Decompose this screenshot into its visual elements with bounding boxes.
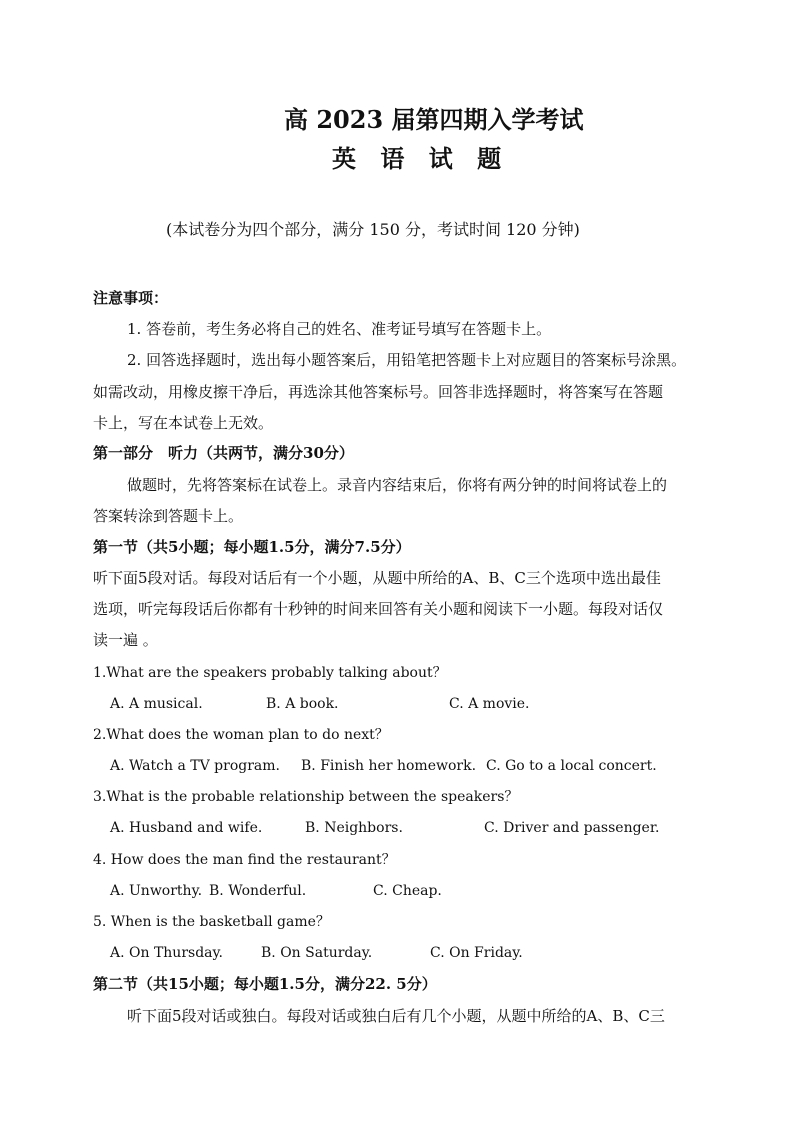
section1-intro-line-3: 读一遍 。 <box>93 631 158 649</box>
exam-subtitle: 英 语 试 题 <box>332 144 510 173</box>
question-5: 5. When is the basketball game？ <box>93 914 330 930</box>
question-1: 1.What are the speakers probably talking about？ <box>93 665 447 681</box>
part1-intro-line-1: 做题时，先将答案标在试卷上。录音内容结束后，你将有两分钟的时间将试卷上的 <box>127 476 668 494</box>
question-5-option-a: A. On Thursday. <box>110 945 224 961</box>
question-4-option-c: C. Cheap. <box>373 883 442 899</box>
question-5-option-c: C. On Friday. <box>430 945 523 961</box>
question-3: 3.What is the probable relationship between the speakers？ <box>93 789 519 805</box>
question-3-option-a: A. Husband and wife. <box>110 820 263 836</box>
notice-item-2-line-1: 2. 回答选择题时，选出每小题答案后，用铅笔把答题卡上对应题目的答案标号涂黑。 <box>127 351 687 369</box>
part1-heading: 第一部分 听力（共两节，满分30分） <box>93 444 354 462</box>
question-3-option-c: C. Driver and passenger. <box>484 820 660 836</box>
exam-info: (本试卷分为四个部分，满分 150 分，考试时间 120 分钟) <box>166 220 580 239</box>
question-4-option-a: A. Unworthy. <box>110 883 203 899</box>
question-3-option-b: B. Neighbors. <box>305 820 403 836</box>
notice-item-2-line-3: 卡上，写在本试卷上无效。 <box>93 414 274 432</box>
section1-intro-line-2: 选项，听完每段话后你都有十秒钟的时间来回答有关小题和阅读下一小题。每段对话仅 <box>93 600 664 618</box>
section2-intro-line-1: 听下面5段对话或独白。每段对话或独白后有几个小题，从题中所给的A、B、C三 <box>127 1007 665 1025</box>
question-4: 4. How does the man find the restaurant？ <box>93 852 396 868</box>
section2-heading: 第二节（共15小题；每小题1.5分，满分22. 5分） <box>93 975 437 993</box>
notice-item-1: 1. 答卷前，考生务必将自己的姓名、准考证号填写在答题卡上。 <box>127 320 552 338</box>
question-2: 2.What does the woman plan to do next？ <box>93 727 389 743</box>
question-2-option-b: B. Finish her homework. <box>301 758 477 774</box>
question-5-option-b: B. On Saturday. <box>261 945 373 961</box>
notice-item-2-line-2: 如需改动，用橡皮擦干净后，再选涂其他答案标号。回答非选择题时，将答案写在答题 <box>93 383 664 401</box>
question-1-option-c: C. A movie. <box>449 696 530 712</box>
notice-heading: 注意事项： <box>93 289 169 307</box>
part1-intro-line-2: 答案转涂到答题卡上。 <box>93 507 244 525</box>
question-1-option-a: A. A musical. <box>110 696 203 712</box>
exam-title: 高 2023 届第四期入学考试 <box>284 105 584 134</box>
question-2-option-c: C. Go to a local concert. <box>486 758 657 774</box>
section1-heading: 第一节（共5小题；每小题1.5分，满分7.5分） <box>93 538 411 556</box>
question-1-option-b: B. A book. <box>266 696 339 712</box>
question-2-option-a: A. Watch a TV program. <box>110 758 280 774</box>
question-4-option-b: B. Wonderful. <box>209 883 307 899</box>
section1-intro-line-1: 听下面5段对话。每段对话后有一个小题，从题中所给的A、B、C三个选项中选出最佳 <box>93 569 661 587</box>
